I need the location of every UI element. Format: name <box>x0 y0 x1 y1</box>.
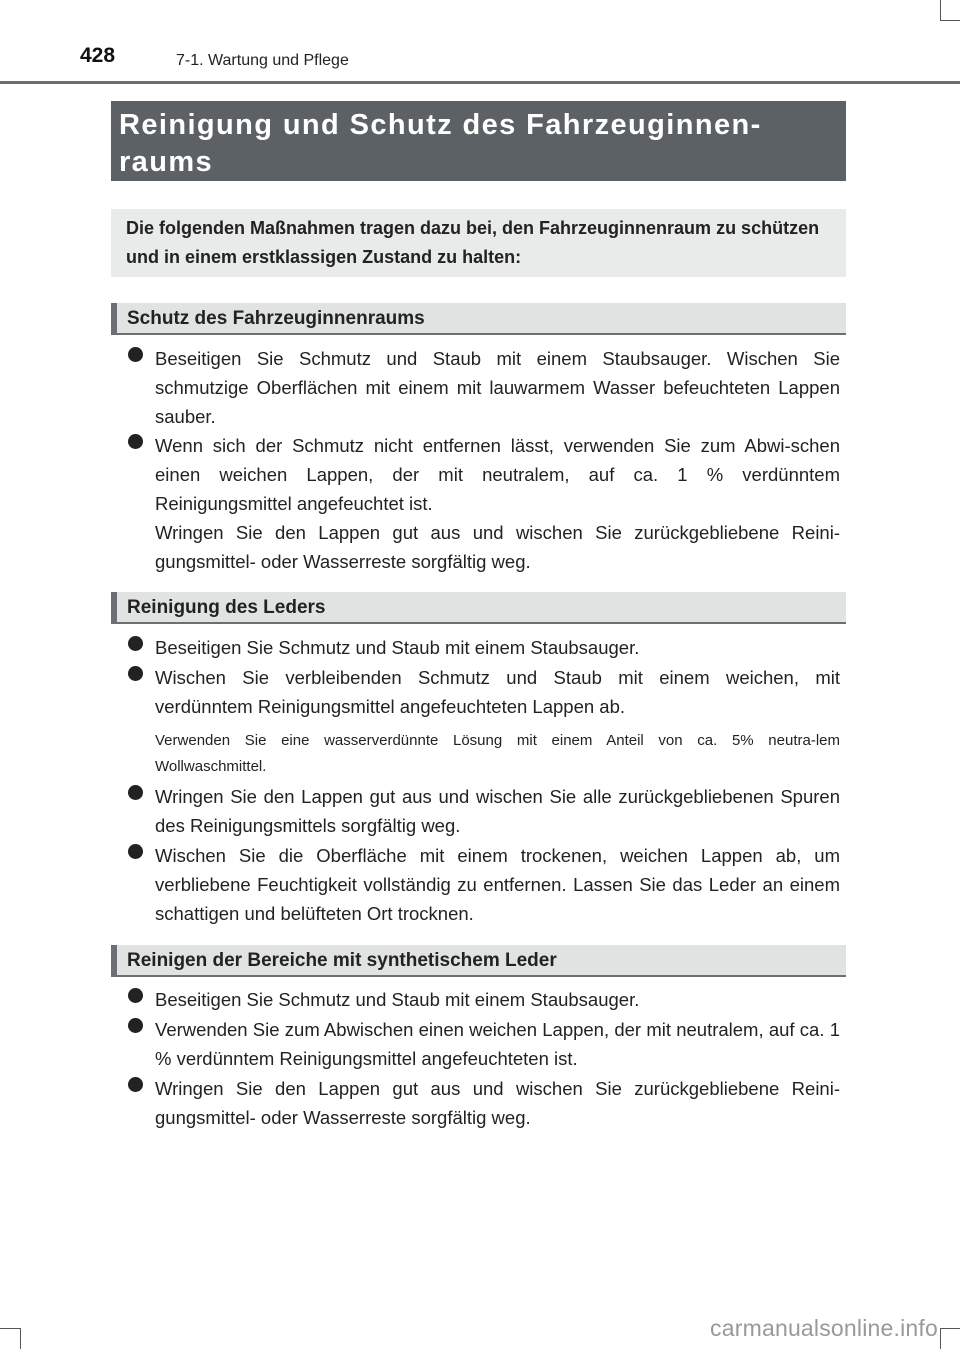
page-header <box>0 0 960 90</box>
crop-mark <box>940 1328 960 1329</box>
bullet-text: Beseitigen Sie Schmutz und Staub mit einem Staubsauger. <box>155 989 640 1010</box>
bullet-icon <box>128 636 143 651</box>
title-bar <box>111 101 846 181</box>
page-number: 428 <box>80 44 116 67</box>
crop-mark <box>940 1328 941 1349</box>
bullet-icon <box>128 785 143 800</box>
section-heading-leather-cleaning <box>111 592 846 624</box>
bullet-icon <box>128 434 143 449</box>
bullet-text: Beseitigen Sie Schmutz und Staub mit einem Staubsauger. Wischen Sie schmutzige Oberflächen mit einem mit lauwarmem Wasser befeuchteten Lappen sauber. <box>155 348 840 427</box>
note-text: Verwenden Sie eine wasserverdünnte Lösung mit einem Anteil von ca. 5% neutra-lem Wollwaschmittel. <box>155 732 840 775</box>
list-item <box>128 633 840 662</box>
section-label: 7-1. Wartung und Pflege <box>176 52 349 69</box>
bullet-icon <box>128 988 143 1003</box>
bullet-text: Wringen Sie den Lappen gut aus und wischen Sie alle zurückgebliebenen Spuren des Reinigungsmittels sorgfältig weg. <box>155 786 840 836</box>
bullet-text: Verwenden Sie zum Abwischen einen weichen Lappen, der mit neutralem, auf ca. 1 % verdünntem Reinigungsmittel angefeuchteten ist. <box>155 1019 840 1069</box>
list-item <box>128 1015 840 1073</box>
section-heading-text: Schutz des Fahrzeuginnenraums <box>127 308 425 329</box>
list-item <box>128 663 840 721</box>
crop-mark <box>20 1328 21 1349</box>
bullet-text: Wischen Sie verbleibenden Schmutz und Staub mit einem weichen, mit verdünntem Reinigungsmittel angefeuchteten Lappen ab. <box>155 667 840 717</box>
header-rule <box>0 81 960 84</box>
bullet-icon <box>128 666 143 681</box>
bullet-text: Beseitigen Sie Schmutz und Staub mit einem Staubsauger. <box>155 637 640 658</box>
section-heading-synthetic-leather <box>111 945 846 977</box>
section-heading-text: Reinigung des Leders <box>127 597 326 618</box>
crop-mark <box>0 1328 20 1329</box>
section-heading-interior-protection <box>111 303 846 335</box>
section-heading-text: Reinigen der Bereiche mit synthetischem Leder <box>127 950 557 971</box>
bullet-icon <box>128 1077 143 1092</box>
bullet-text-continued: Wringen Sie den Lappen gut aus und wischen Sie zurückgebliebene Reini-gungsmittel- oder Wasserreste sorgfältig weg. <box>155 522 840 572</box>
bullet-icon <box>128 1018 143 1033</box>
list-item <box>128 782 840 840</box>
list-item <box>128 985 840 1014</box>
list-item <box>128 1074 840 1132</box>
bullet-text: Wischen Sie die Oberfläche mit einem trockenen, weichen Lappen ab, um verbliebene Feuchtigkeit vollständig zu entfernen. Lassen Sie das Leder an einem schattigen und belüfteten Ort trocknen. <box>155 845 840 924</box>
list-item <box>128 841 840 928</box>
list-item <box>128 344 840 431</box>
watermark: carmanualsonline.info <box>710 1315 938 1341</box>
list-item <box>128 431 840 576</box>
page-title: Reinigung und Schutz des Fahrzeuginnen-raums <box>119 109 762 178</box>
intro-box <box>111 209 846 277</box>
bullet-text: Wringen Sie den Lappen gut aus und wischen Sie zurückgebliebene Reini-gungsmittel- oder Wasserreste sorgfältig weg. <box>155 1078 840 1128</box>
intro-text: Die folgenden Maßnahmen tragen dazu bei, den Fahrzeuginnenraum zu schützen und in einem erstklassigen Zustand zu halten: <box>126 218 820 267</box>
bullet-icon <box>128 844 143 859</box>
bullet-text: Wenn sich der Schmutz nicht entfernen lässt, verwenden Sie zum Abwi-schen einen weichen Lappen, der mit neutralem, auf ca. 1 % verdünntem Reinigungsmittel angefeuchtet ist. <box>155 435 840 514</box>
bullet-icon <box>128 347 143 362</box>
